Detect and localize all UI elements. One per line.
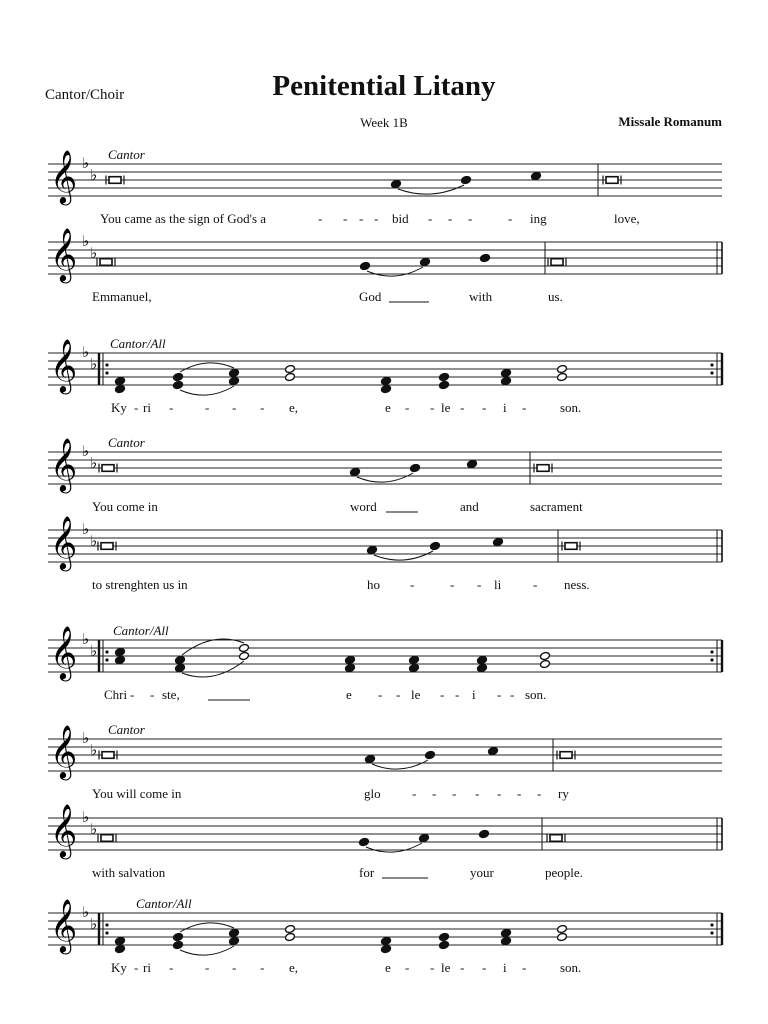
breve-note (109, 177, 121, 184)
treble-clef-icon: 𝄞 (50, 724, 78, 778)
note-head (477, 655, 488, 664)
note-head (439, 380, 450, 389)
treble-clef-icon: 𝄞 (50, 898, 78, 952)
flat-sign-icon: ♭ (90, 820, 98, 838)
role-label: Cantor/Choir (45, 87, 125, 103)
lyric-hyphen: - (522, 400, 527, 415)
lyric-syllable: to strenghten us in (92, 577, 188, 592)
lyric-hyphen: - (455, 687, 460, 702)
lyric-hyphen: - (432, 786, 437, 801)
note-head (410, 463, 421, 472)
lyric-hyphen: - (396, 687, 401, 702)
breve-note (100, 259, 112, 266)
lyric-hyphen: - (460, 400, 465, 415)
lyric-hyphen: - (450, 577, 455, 592)
slur (398, 185, 464, 194)
slur (182, 639, 244, 655)
lyric-hyphen: - (410, 577, 415, 592)
flat-sign-icon: ♭ (90, 741, 98, 759)
note-head (501, 376, 512, 385)
note-head (229, 928, 240, 937)
lyric-hyphen: - (359, 211, 364, 226)
lyric-syllable: i (472, 687, 476, 702)
note-head (115, 944, 126, 953)
repeat-dot (105, 363, 108, 366)
slur (180, 386, 234, 395)
note-head (229, 368, 240, 377)
lyric-hyphen: - (169, 960, 174, 975)
note-head (365, 754, 376, 763)
lyric-syllable: and (460, 499, 479, 514)
flat-sign-icon: ♭ (82, 729, 90, 747)
lyric-syllable: bid (392, 211, 409, 226)
slur (180, 363, 234, 372)
note-head (439, 372, 450, 381)
role-label: Cantor/All (110, 336, 166, 351)
treble-clef-icon: 𝄞 (50, 437, 78, 491)
flat-sign-icon: ♭ (82, 630, 90, 648)
flat-sign-icon: ♭ (82, 343, 90, 361)
breve-note (102, 752, 114, 759)
treble-clef-icon: 𝄞 (50, 803, 78, 857)
lyric-hyphen: - (405, 960, 410, 975)
treble-clef-icon: 𝄞 (50, 515, 78, 569)
lyric-syllable: e, (289, 960, 299, 975)
lyric-hyphen: - (482, 400, 487, 415)
lyric-syllable: le (441, 960, 451, 975)
breve-note (550, 835, 562, 842)
flat-sign-icon: ♭ (82, 520, 90, 538)
treble-clef-icon: 𝄞 (50, 149, 78, 203)
lyric-hyphen: - (440, 687, 445, 702)
note-head (501, 936, 512, 945)
treble-clef-icon: 𝄞 (50, 338, 78, 392)
repeat-dot (105, 650, 108, 653)
lyric-syllable: love, (614, 211, 640, 226)
lyric-syllable: ho (367, 577, 380, 592)
breve-note (101, 543, 113, 550)
flat-sign-icon: ♭ (82, 903, 90, 921)
lyric-syllable: le (411, 687, 421, 702)
note-head (439, 932, 450, 941)
note-head (173, 372, 184, 381)
lyric-syllable: You came as the sign of God's a (100, 211, 267, 226)
note-head (115, 936, 126, 945)
repeat-dot (710, 371, 713, 374)
note-head (425, 750, 436, 759)
repeat-dot (105, 371, 108, 374)
repeat-dot (105, 931, 108, 934)
note-head (360, 261, 371, 270)
lyric-syllable: i (503, 400, 507, 415)
note-head (345, 663, 356, 672)
lyric-hyphen: - (497, 687, 502, 702)
slur (357, 473, 413, 482)
breve-note (102, 465, 114, 472)
lyric-syllable: God (359, 289, 382, 304)
flat-sign-icon: ♭ (90, 915, 98, 933)
lyric-hyphen: - (460, 960, 465, 975)
half-note-head (239, 643, 250, 652)
half-note-head (557, 372, 568, 381)
half-note-head (540, 651, 551, 660)
lyric-hyphen: - (232, 400, 237, 415)
lyric-hyphen: - (533, 577, 538, 592)
note-head (115, 647, 126, 656)
note-head (381, 936, 392, 945)
half-note-head (557, 924, 568, 933)
lyric-syllable: Ky (111, 400, 127, 415)
note-head (531, 171, 542, 180)
lyric-syllable: us. (548, 289, 563, 304)
lyric-syllable: Emmanuel, (92, 289, 152, 304)
lyric-hyphen: - (430, 960, 435, 975)
lyric-syllable: e (385, 400, 391, 415)
repeat-dot (105, 658, 108, 661)
note-head (381, 376, 392, 385)
note-head (419, 833, 430, 842)
lyric-hyphen: - (497, 786, 502, 801)
note-head (493, 537, 504, 546)
note-head (381, 944, 392, 953)
flat-sign-icon: ♭ (90, 642, 98, 660)
slur (372, 760, 428, 769)
flat-sign-icon: ♭ (90, 532, 98, 550)
breve-note (606, 177, 618, 184)
half-note-head (285, 924, 296, 933)
lyric-hyphen: - (448, 211, 453, 226)
note-head (173, 940, 184, 949)
slur (366, 843, 422, 852)
note-head (175, 663, 186, 672)
flat-sign-icon: ♭ (90, 166, 98, 184)
note-head (229, 936, 240, 945)
source-label: Missale Romanum (618, 114, 722, 129)
note-head (173, 380, 184, 389)
lyric-syllable: You will come in (92, 786, 182, 801)
lyric-syllable: word (350, 499, 377, 514)
note-head (115, 376, 126, 385)
flat-sign-icon: ♭ (82, 154, 90, 172)
note-head (420, 257, 431, 266)
lyric-hyphen: - (169, 400, 174, 415)
lyric-hyphen: - (522, 960, 527, 975)
repeat-dot (105, 923, 108, 926)
lyric-hyphen: - (517, 786, 522, 801)
lyric-hyphen: - (477, 577, 482, 592)
flat-sign-icon: ♭ (90, 244, 98, 262)
repeat-dot (710, 363, 713, 366)
lyric-syllable: son. (560, 400, 582, 415)
flat-sign-icon: ♭ (82, 442, 90, 460)
note-head (479, 829, 490, 838)
lyric-hyphen: - (130, 687, 135, 702)
half-note-head (285, 932, 296, 941)
lyric-syllable: ste, (162, 687, 180, 702)
flat-sign-icon: ♭ (90, 454, 98, 472)
lyric-syllable: e (346, 687, 352, 702)
half-note-head (557, 932, 568, 941)
note-head (381, 384, 392, 393)
role-label: Cantor/All (113, 623, 169, 638)
lyric-hyphen: - (134, 960, 139, 975)
note-head (439, 940, 450, 949)
lyric-syllable: ness. (564, 577, 590, 592)
lyric-hyphen: - (508, 211, 513, 226)
lyric-syllable: son. (560, 960, 582, 975)
note-head (115, 655, 126, 664)
note-head (173, 932, 184, 941)
lyric-syllable: e (385, 960, 391, 975)
lyric-syllable: son. (525, 687, 547, 702)
note-head (409, 655, 420, 664)
lyric-syllable: with salvation (92, 865, 166, 880)
note-head (430, 541, 441, 550)
note-head (477, 663, 488, 672)
breve-note (551, 259, 563, 266)
lyric-syllable: Chri (104, 687, 128, 702)
lyric-hyphen: - (378, 687, 383, 702)
lyric-syllable: ri (143, 960, 151, 975)
slur (374, 551, 433, 560)
note-head (467, 459, 478, 468)
note-head (175, 655, 186, 664)
lyric-hyphen: - (343, 211, 348, 226)
note-head (501, 368, 512, 377)
note-head (115, 384, 126, 393)
treble-clef-icon: 𝄞 (50, 227, 78, 281)
note-head (488, 746, 499, 755)
slur (180, 923, 234, 932)
lyric-syllable: for (359, 865, 375, 880)
lyric-syllable: glo (364, 786, 381, 801)
role-label: Cantor (108, 435, 145, 450)
flat-sign-icon: ♭ (82, 232, 90, 250)
page-title: Penitential Litany (272, 70, 496, 102)
role-label: Cantor (108, 722, 145, 737)
lyric-hyphen: - (318, 211, 323, 226)
note-head (480, 253, 491, 262)
lyric-hyphen: - (452, 786, 457, 801)
lyric-hyphen: - (260, 960, 265, 975)
slur (180, 946, 234, 955)
role-label: Cantor (108, 147, 145, 162)
lyric-hyphen: - (482, 960, 487, 975)
lyric-hyphen: - (374, 211, 379, 226)
flat-sign-icon: ♭ (90, 355, 98, 373)
half-note-head (239, 651, 250, 660)
slur (182, 661, 244, 677)
breve-note (537, 465, 549, 472)
note-head (461, 175, 472, 184)
lyric-hyphen: - (150, 687, 155, 702)
half-note-head (285, 364, 296, 373)
lyric-syllable: Ky (111, 960, 127, 975)
breve-note (560, 752, 572, 759)
note-head (409, 663, 420, 672)
lyric-syllable: ry (558, 786, 569, 801)
lyric-syllable: le (441, 400, 451, 415)
lyric-syllable: with (469, 289, 493, 304)
lyric-hyphen: - (510, 687, 515, 702)
note-head (229, 376, 240, 385)
half-note-head (285, 372, 296, 381)
lyric-hyphen: - (405, 400, 410, 415)
breve-note (565, 543, 577, 550)
lyric-hyphen: - (537, 786, 542, 801)
lyric-syllable: people. (545, 865, 583, 880)
lyric-syllable: e, (289, 400, 299, 415)
lyric-hyphen: - (205, 400, 210, 415)
note-head (367, 545, 378, 554)
repeat-dot (710, 658, 713, 661)
breve-note (101, 835, 113, 842)
subtitle: Week 1B (360, 115, 408, 130)
repeat-dot (710, 931, 713, 934)
lyric-hyphen: - (232, 960, 237, 975)
half-note-head (540, 659, 551, 668)
half-note-head (557, 364, 568, 373)
lyric-hyphen: - (205, 960, 210, 975)
lyric-hyphen: - (134, 400, 139, 415)
role-label: Cantor/All (136, 896, 192, 911)
lyric-hyphen: - (475, 786, 480, 801)
lyric-syllable: You come in (92, 499, 158, 514)
lyric-hyphen: - (468, 211, 473, 226)
lyric-hyphen: - (430, 400, 435, 415)
lyric-hyphen: - (428, 211, 433, 226)
lyric-syllable: i (503, 960, 507, 975)
note-head (345, 655, 356, 664)
lyric-syllable: ing (530, 211, 547, 226)
lyric-syllable: li (494, 577, 502, 592)
treble-clef-icon: 𝄞 (50, 625, 78, 679)
note-head (359, 837, 370, 846)
lyric-hyphen: - (260, 400, 265, 415)
note-head (350, 467, 361, 476)
lyric-syllable: sacrament (530, 499, 583, 514)
flat-sign-icon: ♭ (82, 808, 90, 826)
note-head (391, 179, 402, 188)
lyric-syllable: ri (143, 400, 151, 415)
repeat-dot (710, 650, 713, 653)
lyric-syllable: your (470, 865, 494, 880)
slur (367, 267, 423, 276)
lyric-hyphen: - (412, 786, 417, 801)
note-head (501, 928, 512, 937)
repeat-dot (710, 923, 713, 926)
